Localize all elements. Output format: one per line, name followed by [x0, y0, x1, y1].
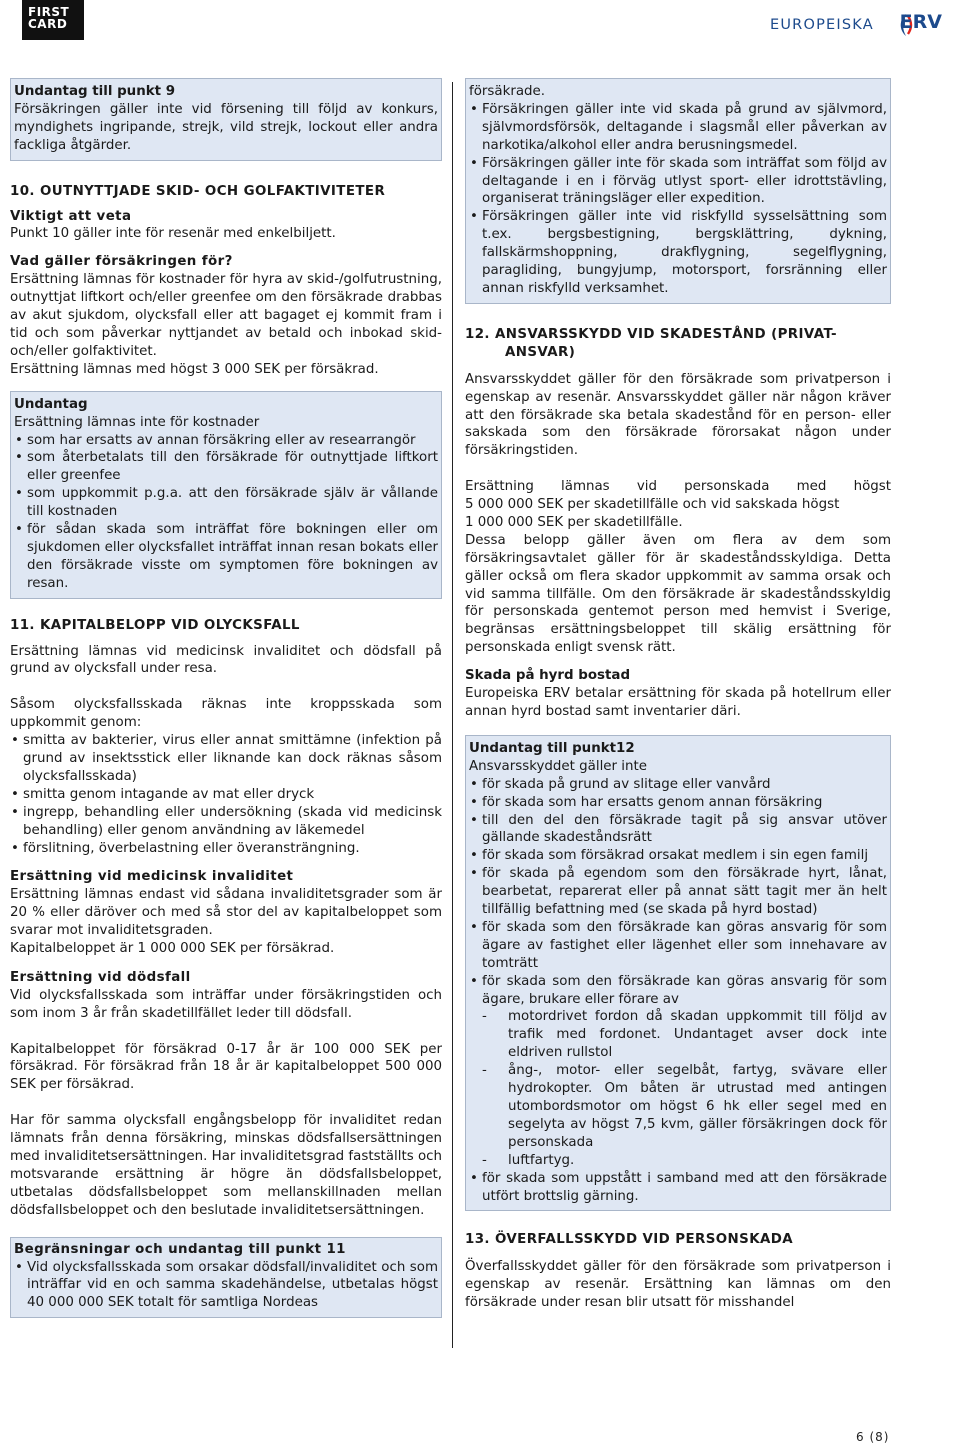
list-item: • för skada som har ersatts genom annan försäkring [469, 794, 887, 812]
paragraph: Såsom olycksfallsskada räknas inte kroppsskada som uppkommit genom: [10, 697, 442, 731]
exclusion-list [10, 732, 442, 857]
exception-box-11 [10, 1237, 442, 1319]
paragraph: Dessa belopp gäller även om flera av dem som försäkringsavtalet gäller för är skadeståndsskyldiga. Detta gäller också om flera skador uppkommit av samma orsak och vid samma tillfälle. Om den försäkrade är skadeståndsskyldig för personskada gentemot person med hemvist i Sverige, begränsas ersättningsbeloppet till skälig ersättning för personskada enligt svensk rätt. [465, 532, 891, 656]
subheading-important: Viktigt att veta [10, 208, 132, 224]
exception-box-10 [10, 391, 442, 599]
list-item: • för skada som den försäkrade kan göras ansvarig för som ägare av fastighet eller lägenhet eller som innehavare av tomträtt [469, 919, 887, 973]
exception-list [14, 432, 438, 593]
exception-list [469, 1170, 887, 1206]
box-title: Begränsningar och undantag till punkt 11 [14, 1241, 346, 1257]
list-item: • smitta genom intagande av mat eller dryck [10, 786, 442, 804]
paragraph: Vid olycksfallsskada som inträffar under försäkringstiden och som inom 3 år från skadetillfället leder till dödsfall. [10, 987, 442, 1021]
right-column [465, 83, 891, 1312]
list-item: • ingrepp, behandling eller undersökning (skada vid medicinsk behandling) eller genom användning av läkemedel [10, 804, 442, 840]
important-text: Punkt 10 gäller inte för resenär med enkelbiljett. [10, 226, 336, 242]
list-item: - motordrivet fordon då skadan uppkommit till följd av trafik med fordonet. Undantaget avser dock inte eldriven rullstol [482, 1008, 887, 1062]
column-divider [452, 82, 453, 1348]
paragraph: Har för samma olycksfall engångsbelopp för invaliditet redan lämnats från denna försäkring, minskas dödsfallsersättningen med invaliditetsersättningen. Har invaliditetsgrad fastställts och motsvarande ersättning är högre än dödsfallsbeloppet, utbetalas dödsfallsbeloppet som mellanskillnaden mellan dödsfallsbeloppet och den beslutade invaliditetsersättningen. [10, 1113, 442, 1218]
limitation-list [14, 1259, 438, 1313]
paragraph: Överfallsskyddet gäller för den försäkrade som privatperson i egenskap av resenär. Ersättning kan lämnas om den försäkrade under resan blir utsatt för misshandel [465, 1259, 891, 1311]
list-item: • Vid olycksfallsskada som orsakar dödsfall/invaliditet och som inträffar vid en och samma skadehändelse, utbetalas högst 40 000 000 SEK totalt för samtliga Nordeas [14, 1259, 438, 1313]
box-title: Undantag [14, 396, 88, 412]
exception-box-12 [465, 735, 891, 1212]
paragraph: Ersättning lämnas vid medicinsk invaliditet och dödsfall på grund av olycksfall under resa. [10, 643, 442, 677]
box-text: Försäkringen gäller inte vid försening till följd av konkurs, myndighets ingripande, strejk, vild strejk, lockout eller andra fackliga åtgärder. [14, 101, 438, 153]
paragraph: Kapitalbeloppet är 1 000 000 SEK per försäkrad. [10, 941, 335, 957]
section-heading-10: 10. OUTNYTTJADE SKID- OCH GOLFAKTIVITETER [10, 183, 386, 199]
list-item: • som återbetalats till den försäkrade för outnyttjade liftkort eller greenfee [14, 449, 438, 485]
list-item: • för skada på egendom som den försäkrade hyrt, lånat, bearbetat, reparerat eller på annat sätt tagit mer än helt tillfällig befattning med (se skada på hyrd bostad) [469, 865, 887, 919]
paragraph: Kapitalbeloppet för försäkrad 0-17 år är 100 000 SEK per försäkrad. För försäkrad från 18 år är kapitalbeloppet 500 000 SEK per försäkrad. [10, 1041, 442, 1093]
left-column [10, 83, 442, 1318]
list-item: • förslitning, överbelastning eller överansträngning. [10, 840, 442, 858]
list-item: - ång-, motor- eller segelbåt, fartyg, svävare eller hydrokopter. Om båten är utrustad med antingen utombordsmotor om högst 6 hk eller segel med en segelyta av högst 7,5 kvm, gäller försäkringen dock för personskada [482, 1062, 887, 1152]
list-item: • för sådan skada som inträffat före bokningen eller om sjukdomen eller olycksfallet inträffat innan resan bokats eller den försäkrade visste om symptomen före bokningen av resan. [14, 521, 438, 593]
paragraph: Europeiska ERV betalar ersättning för skada på hotellrum eller annan hyrd bostad samt inventarier däri. [465, 686, 891, 719]
exception-list [469, 776, 887, 1009]
coverage-text: Ersättning lämnas för kostnader för hyra av skid-/golfutrustning, outnyttjat liftkort och/eller greenfee om den försäkrade drabbas av akut sjukdom, olycksfall eller att bagaget ej kommit fram i tid och som påverkar nyttjandet av betald och inbokad skid- och/eller golfaktivitet. [10, 272, 442, 359]
subheading-rental: Skada på hyrd bostad [465, 668, 631, 684]
box-title: Undantag till punkt 9 [14, 84, 176, 99]
list-item: • Försäkringen gäller inte vid skada på grund av självmord, självmordsförsök, deltagande i slagsmål eller påverkan av narkotika/alkohol eller andra berusningsmedel. [469, 101, 887, 155]
list-item: • för skada som försäkrad orsakat medlem i sin egen familj [469, 847, 887, 865]
paragraph: Ersättning lämnas endast vid sådana invaliditetsgrader som är 20 % eller däröver och med så stor del av kapitalbeloppet som svarar mot invaliditetsgraden. [10, 887, 442, 939]
list-item: • som har ersatts av annan försäkring eller av researrangör [14, 432, 438, 450]
subheading-what-covers: Vad gäller försäkringen för? [10, 254, 233, 270]
europeiska-erv-logo: EUROPEISKA ERV [770, 10, 942, 42]
list-item: • Försäkringen gäller inte för skada som inträffat som följd av deltagande i en i förväg utlyst sport- eller idrottstävling, organiserat träningsläger eller expedition. [469, 155, 887, 209]
subheading-death: Ersättning vid dödsfall [10, 969, 191, 985]
list-item: • för skada på grund av slitage eller vanvård [469, 776, 887, 794]
list-item: • smitta av bakterier, virus eller annat smittämne (infektion på grund av insektsstick eller liknande kan dock räknas såsom olycksfallsskada) [10, 732, 442, 786]
section-heading-11: 11. KAPITALBELOPP VID OLYCKSFALL [10, 617, 300, 633]
box-intro: Ansvarsskyddet gäller inte [469, 758, 648, 774]
box-intro: Ersättning lämnas inte för kostnader [14, 414, 260, 430]
first-card-logo: FIRST CARD [22, 0, 84, 40]
list-item: - luftfartyg. [482, 1152, 887, 1170]
subheading-invalidity: Ersättning vid medicinsk invaliditet [10, 869, 294, 885]
list-item: • Försäkringen gäller inte vid riskfylld sysselsättning som t.ex. bergsbestigning, bergsklättring, dykning, fallskärmshoppning, drakflygning, segelflygning, paragliding, bungyjump, motorsport, forsränning eller annan riskfylld verksamhet. [469, 208, 887, 298]
list-item: • till den del den försäkrade tagit på sig ansvar utöver gällande skadeståndsrätt [469, 812, 887, 848]
vehicle-list [482, 1008, 887, 1169]
continued-exception-box [465, 78, 891, 304]
continued-text: försäkrade. [469, 84, 546, 99]
paragraph: 1 000 000 SEK per skadetillfälle. [465, 514, 683, 530]
list-item: • för skada som uppstått i samband med att den försäkrade utfört brottslig gärning. [469, 1170, 887, 1206]
exception-box-9 [10, 78, 442, 161]
max-amount-text: Ersättning lämnas med högst 3 000 SEK per försäkrad. [10, 361, 379, 377]
exception-list [469, 101, 887, 298]
paragraph: 5 000 000 SEK per skadetillfälle och vid sakskada högst [465, 497, 840, 513]
page-number: 6 (8) [856, 1430, 890, 1444]
section-heading-13: 13. ÖVERFALLSSKYDD VID PERSONSKADA [465, 1232, 794, 1248]
list-item: • för skada som den försäkrade kan göras ansvarig för som ägare, brukare eller förare av [469, 973, 887, 1009]
section-heading-12: 12. ANSVARSSKYDD VID SKADESTÅND (PRIVAT- ANSVAR) [465, 326, 837, 360]
box-title: Undantag till punkt12 [469, 740, 635, 756]
list-item: • som uppkommit p.g.a. att den försäkrade själv är vållande till kostnaden [14, 485, 438, 521]
paragraph: Ansvarsskyddet gäller för den försäkrade som privatperson i egenskap av resenär. Ansvarsskyddet gäller när någon kräver att den försäkrade ska betala skadestånd för en person- eller sakskada som den försäkrade förorsakat någon under försäkringstiden. [465, 371, 891, 459]
paragraph: Ersättning lämnas vid personskada med högst [465, 479, 891, 495]
